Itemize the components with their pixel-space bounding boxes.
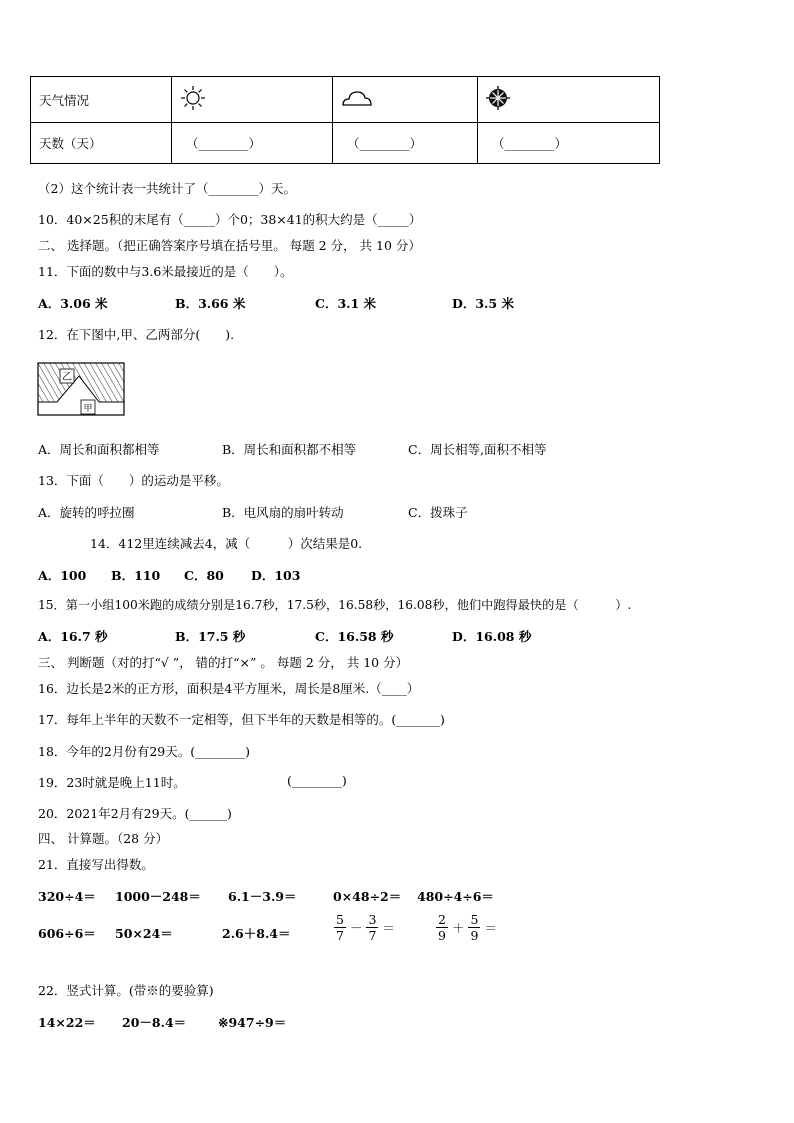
calc-item: 0×48÷2＝: [333, 889, 402, 904]
cloud-icon: [341, 88, 373, 108]
snowflake-icon: [486, 86, 510, 110]
calc-item: 6.1－3.9＝: [228, 889, 297, 904]
section-2-heading: 二、 选择题。（把正确答案序号填在括号里。 每题 2 分， 共 10 分）: [38, 238, 421, 253]
option-c: C．周长相等,面积不相等: [408, 442, 547, 457]
answer-blank: (________): [287, 773, 347, 788]
option-d: D．16.08 秒: [452, 629, 532, 644]
label-yi: 乙: [62, 372, 72, 383]
calc-item: 320÷4＝: [38, 889, 96, 904]
question-9-2: （2）这个统计表一共统计了（________）天。: [38, 181, 296, 196]
calc-item: ※947÷9＝: [218, 1015, 287, 1030]
question-11: 11．下面的数中与3.6米最接近的是（ ）。: [38, 264, 293, 279]
label-jia: 甲: [83, 404, 93, 414]
calc-item: 20－8.4＝: [122, 1015, 187, 1030]
calc-item: 480÷4÷6＝: [417, 889, 494, 904]
option-c: C．16.58 秒: [315, 629, 394, 644]
calc-item: 14×22＝: [38, 1015, 96, 1030]
question-12: 12．在下图中,甲、乙两部分( ).: [38, 327, 235, 342]
option-a: A．100: [38, 568, 87, 583]
option-b: B．3.66 米: [175, 296, 246, 311]
blank-cell: （________）: [172, 123, 333, 164]
weather-table: [30, 76, 660, 164]
sun-icon: [180, 85, 206, 111]
question-21: 21．直接写出得数。: [38, 857, 154, 872]
question-19: 19．23时就是晚上11时。: [38, 775, 186, 790]
option-a: A．周长和面积都相等: [38, 442, 160, 457]
question-20: 20．2021年2月有29天。(______): [38, 806, 232, 821]
table-header-weather: 天气情况: [31, 77, 172, 123]
question-14: 14．412里连续减去4，减（ ）次结果是0.: [90, 536, 363, 551]
calc-item: 606÷6＝: [38, 926, 96, 941]
calc-item: 1000－248＝: [115, 889, 201, 904]
fraction-expression-b: $\frac{2}{9}$ ＋ $\frac{5}{9}$ ＝: [438, 912, 497, 943]
option-b: B．周长和面积都不相等: [222, 442, 357, 457]
option-d: D．3.5 米: [452, 296, 514, 311]
option-b: B．电风扇的扇叶转动: [222, 505, 344, 520]
question-10: 10．40×25积的末尾有（_____）个0；38×41的积大约是（_____）: [38, 212, 422, 227]
fraction-expression-a: $\frac{5}{7}$ － $\frac{3}{7}$ ＝: [336, 912, 395, 943]
option-a: A．16.7 秒: [38, 629, 108, 644]
divided-rectangle-figure: [37, 362, 125, 416]
calc-item: 2.6＋8.4＝: [222, 926, 291, 941]
table-header-days: 天数（天）: [31, 123, 172, 164]
blank-cell: （________）: [478, 123, 660, 164]
option-c: C．3.1 米: [315, 296, 377, 311]
option-b: B．110: [111, 568, 161, 583]
option-a: A．3.06 米: [38, 296, 108, 311]
question-15: 15．第一小组100米跑的成绩分别是16.7秒，17.5秒，16.58秒，16.08秒，他们中跑得最快的是（ ）.: [38, 598, 632, 612]
option-c: C．拨珠子: [408, 505, 468, 520]
calc-item: 50×24＝: [115, 926, 173, 941]
question-13: 13．下面（ ）的运动是平移。: [38, 473, 229, 488]
option-a: A．旋转的呼拉圈: [38, 505, 135, 520]
question-16: 16．边长是2米的正方形，面积是4平方厘米，周长是8厘米.（____）: [38, 681, 420, 696]
question-18: 18．今年的2月份有29天。(________): [38, 744, 251, 759]
section-3-heading: 三、 判断题（对的打“√ ”， 错的打“×” 。 每题 2 分， 共 10 分）: [38, 655, 409, 670]
question-17: 17．每年上半年的天数不一定相等，但下半年的天数是相等的。(_______): [38, 712, 445, 727]
question-22: 22．竖式计算。(带※的要验算): [38, 983, 214, 998]
option-c: C．80: [184, 568, 224, 583]
section-4-heading: 四、 计算题。（28 分）: [38, 831, 169, 846]
option-d: D．103: [251, 568, 301, 583]
blank-cell: （________）: [333, 123, 478, 164]
option-b: B．17.5 秒: [175, 629, 246, 644]
